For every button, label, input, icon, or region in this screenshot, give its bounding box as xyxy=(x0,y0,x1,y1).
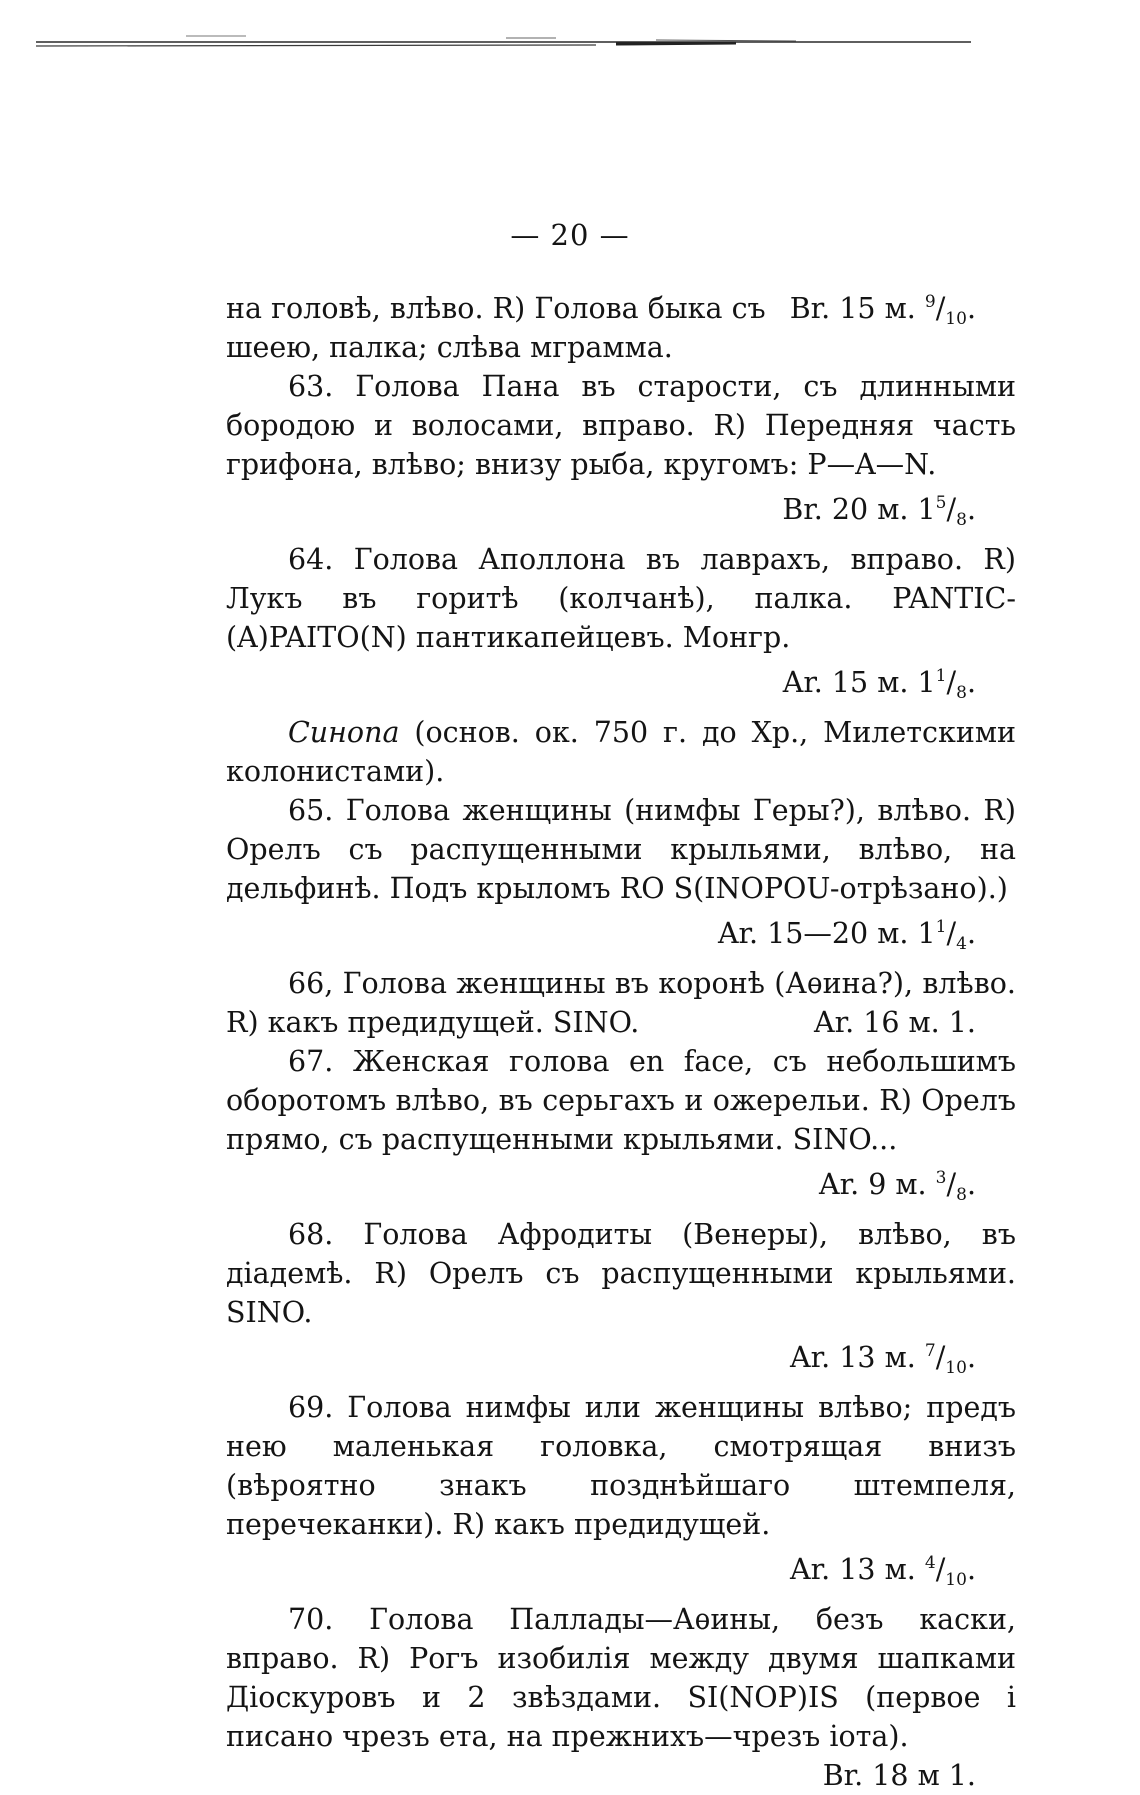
entry-64 xyxy=(226,540,1016,703)
entry-68: 68. Голова Афродиты (Венеры), влѣво, въ діадемѣ. R) Орелъ съ распущенными крыльями. SINO. xyxy=(226,1218,1016,1329)
entry-69 xyxy=(226,1388,1016,1590)
entry-63: 63. Голова Пана въ старости, съ длинными бородою и волосами, вправо. R) Передняя часть грифона, влѣво; внизу рыба, кругомъ: Р—A—N. xyxy=(226,370,1016,481)
entry-size: Ar. 16 м. 1. xyxy=(814,1006,976,1039)
entry-65: 65. Голова женщины (нимфы Геры?), влѣво. R) Орелъ съ распущенными крыльями, влѣво, на дельфинѣ. Подъ крыломъ RO S(INOPOU-отрѣзано).) xyxy=(226,794,1016,905)
entry-70 xyxy=(226,1600,1016,1792)
entry-size: Ar. 13 м. $^7/_{10}$. xyxy=(790,1341,976,1378)
page-number: — 20 — xyxy=(510,218,630,252)
entry-text: 66, Голова женщины въ коронѣ (Аѳина?), влѣво. R) какъ предидущей. SINO. xyxy=(226,967,1016,1039)
text-column xyxy=(226,283,1016,1795)
scan-edge-line xyxy=(36,34,986,56)
entry-size: Ar. 13 м. $^4/_{10}$. xyxy=(790,1553,976,1590)
city-name: Синопа xyxy=(288,716,400,749)
entry-67-size-line xyxy=(226,1159,1016,1215)
entry-size: Br. 20 м. $1^5/_8$. xyxy=(782,493,976,530)
entry-text: на головѣ, влѣво. R) Голова быка съ шеею, палка; слѣва мграмма. xyxy=(226,292,766,364)
entry-size: Ar. 15—20 м. $1^1/_4$. xyxy=(717,917,976,954)
entry-67: 67. Женская голова en face, съ небольшимъ оборотомъ влѣво, въ серьгахъ и ожерельи. R) Орелъ прямо, съ распущенными крыльями. SINO... xyxy=(226,1045,1016,1156)
entry-text: 69. Голова нимфы или женщины влѣво; предъ нею маленькая головка, смотрящая внизъ (вѣроятно знакъ позднѣйшаго штемпеля, перечеканки). R) какъ предидущей. xyxy=(226,1391,1016,1541)
entry-66 xyxy=(226,964,1016,1042)
entry-size: Br. 18 м 1. xyxy=(822,1759,976,1792)
entry-text: 70. Голова Паллады—Аѳины, безъ каски, вправо. R) Рогъ изобилія между двумя шапками Діоскуровъ и 2 звѣздами. SI(NOP)IS (первое і писано чрезъ ета, на прежнихъ—чрезъ іота). xyxy=(226,1603,1016,1753)
entry-size: Br. 15 м. $^9/_{10}$. xyxy=(789,292,976,329)
entry-text: 64. Голова Аполлона въ лаврахъ, вправо. R) Лукъ въ горитѣ (колчанѣ), палка. PANTIC-(A)PAITO(N) пантикапейцевъ. Монгр. xyxy=(226,543,1016,654)
section-heading-sinope: Синопа (основ. ок. 750 г. до Хр., Милетскими колонистами). xyxy=(226,716,1016,788)
entry-63-size-line xyxy=(226,484,1016,540)
entry-continuation xyxy=(226,283,1016,367)
entry-size: Ar. 9 м. $^3/_8$. xyxy=(819,1168,976,1205)
entry-size: Ar. 15 м. $1^1/_8$. xyxy=(782,666,976,703)
entry-65-size-line xyxy=(226,908,1016,964)
entry-68-size-line xyxy=(226,1332,1016,1388)
